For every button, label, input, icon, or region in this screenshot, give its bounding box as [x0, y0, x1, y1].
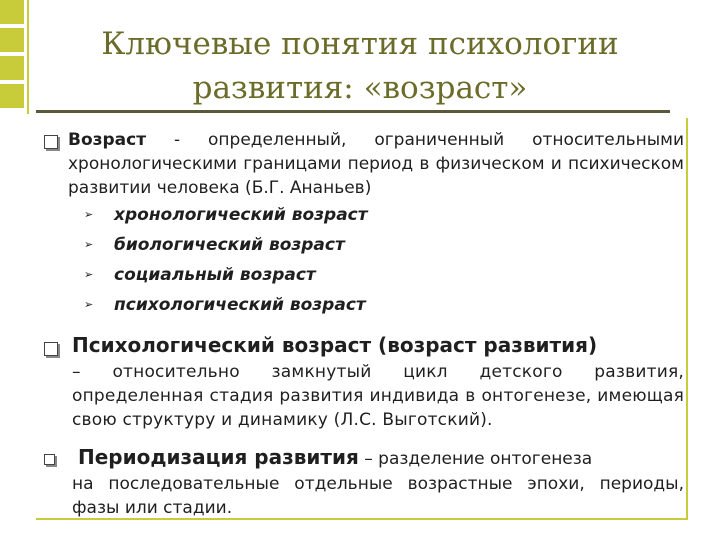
list-item-label: хронологический возраст [114, 205, 368, 225]
list-item-label: социальный возраст [114, 265, 316, 285]
decorative-vertical-line [27, 0, 29, 114]
decorative-square [0, 84, 24, 108]
checkbox-square-icon [44, 135, 58, 149]
definition-periodization [44, 444, 684, 520]
list-item [84, 290, 684, 320]
list-item-label: биологический возраст [114, 235, 345, 255]
arrowhead-icon: ➢ [84, 298, 94, 311]
arrowhead-icon: ➢ [84, 268, 94, 281]
list-item [84, 260, 684, 290]
decorative-square [0, 56, 24, 80]
definition-psychological-age [44, 330, 684, 432]
decorative-square [0, 0, 24, 24]
term-psychological-age: Психологический возраст (возраст развития) [72, 333, 598, 357]
title-underline [36, 110, 670, 113]
slide-title [40, 22, 680, 110]
title-line-1: Ключевые понятия психологии [101, 26, 619, 62]
definition-periodization-body: на последовательные отдельные возрастные эпохи, периоды, фазы или стадии. [72, 474, 684, 518]
title-line-2: развития: «возраст» [192, 70, 528, 106]
list-item [84, 200, 684, 230]
definition-age-text [44, 128, 684, 200]
decorative-squares [0, 0, 32, 114]
arrowhead-icon: ➢ [84, 238, 94, 251]
checkbox-square-icon [44, 454, 55, 465]
list-item-label: психологический возраст [114, 295, 366, 315]
definition-age [44, 128, 684, 320]
checkbox-square-icon [44, 342, 58, 356]
definition-psychological-age-body: – относительно замкнутый цикл детского развития, определенная стадия развития индивида в онтогенезе, имеющая свою структуру и динамику (Л.С. Выготский). [72, 362, 684, 430]
term-periodization: Периодизация развития [78, 445, 359, 469]
list-item [84, 230, 684, 260]
decorative-square [0, 28, 24, 52]
age-types-list [44, 200, 684, 320]
definition-periodization-start: – разделение онтогенеза [358, 449, 593, 469]
definition-periodization-line [44, 444, 684, 472]
term-age: Возраст [68, 130, 147, 150]
arrowhead-icon: ➢ [84, 208, 94, 221]
definition-age-body: - определенный, ограниченный относительными хронологическими границами период в физическом и психическом развитии человека (Б.Г. Ананьев) [68, 130, 684, 198]
